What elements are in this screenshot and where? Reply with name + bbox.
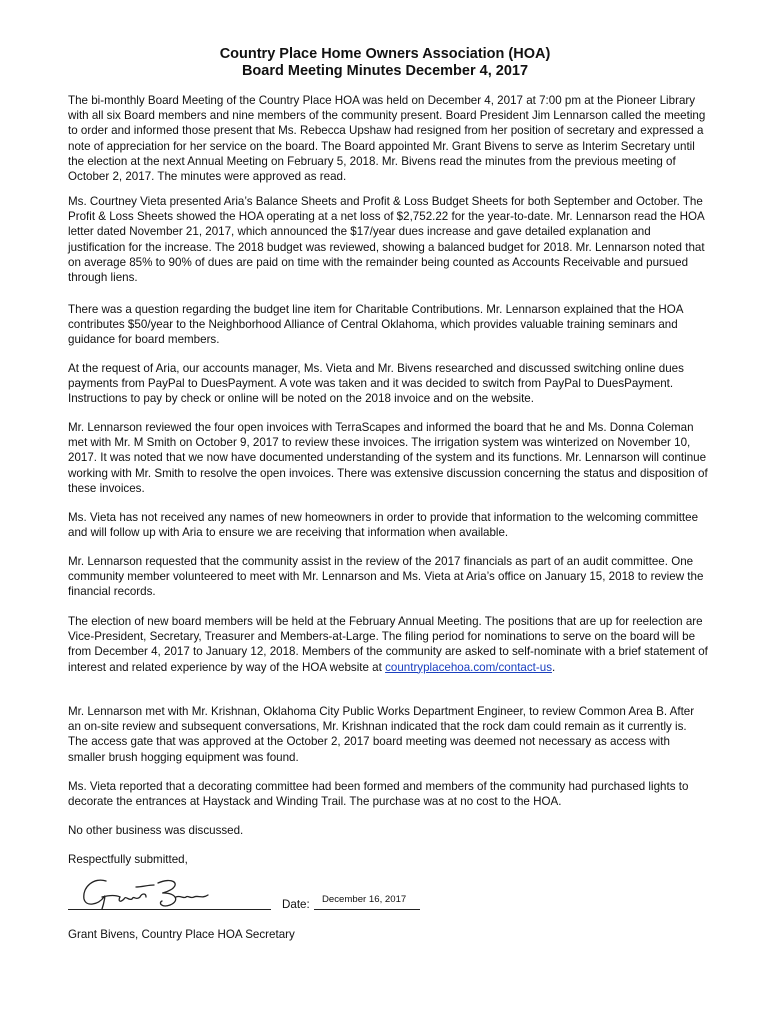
document-title: Country Place Home Owners Association (HOA): [219, 46, 551, 62]
document-subtitle: Board Meeting Minutes December 4, 2017: [241, 63, 529, 79]
election-text: The election of new board members will be held at the February Annual Meeting. The positions that are up for reelection are Vice-President, Secretary, Treasurer and Members-at-Large. The filing period for nominations to serve on the board will be from December 4, 2017 to January 12, 2018. Members of the community are asked to self-nominate with a brief statement of interest and related experience by way of the HOA website at: [68, 615, 708, 674]
signature-line: [68, 909, 271, 910]
election-end: .: [552, 660, 556, 674]
date-line: [314, 909, 420, 910]
contact-link[interactable]: countryplacehoa.com/contact-us: [385, 660, 552, 674]
signature-block: [68, 873, 708, 913]
date-value: December 16, 2017: [322, 894, 407, 905]
paragraph-audit: Mr. Lennarson requested that the community assist in the review of the 2017 financials as part of an audit committee. One community member volunteered to meet with Mr. Lennarson and Ms. Vieta at Aria’s office on January 15, 2018 to review the financial records.: [68, 555, 704, 599]
paragraph-election: [68, 614, 708, 675]
paragraph-invoices: Mr. Lennarson reviewed the four open invoices with TerraScapes and informed the board that he and Ms. Donna Coleman met with Mr. M Smith on October 9, 2017 to review these invoices. The irrigation system was winterized on November 10, 2017. It was noted that we now have documented understanding of the system and its functions. Mr. Lennarson will continue working with Mr. Smith to resolve the open invoices. There was extensive discussion concerning the status and disposition of these invoices.: [68, 421, 708, 495]
handwritten-signature: [76, 873, 236, 913]
signer-name: Grant Bivens, Country Place HOA Secretary: [68, 928, 295, 941]
paragraph-charitable: There was a question regarding the budget line item for Charitable Contributions. Mr. Lennarson explained that the HOA contributes $50/year to the Neighborhood Alliance of Central Oklahoma, which provides valuable training seminars and guidance for board members.: [68, 303, 683, 347]
paragraph-decorating: Ms. Vieta reported that a decorating committee had been formed and members of the community had purchased lights to decorate the entrances at Haystack and Winding Trail. The purchase was at no cost to the HOA.: [68, 780, 689, 809]
date-label: Date:: [282, 898, 310, 911]
paragraph-financials: Ms. Courtney Vieta presented Aria’s Balance Sheets and Profit & Loss Budget Sheets for both September and October. The Profit & Loss Sheets showed the HOA operating at a net loss of $2,752.22 for the year-to-date. Mr. Lennarson read the HOA letter dated November 21, 2017, which announced the $17/year dues increase and gave detailed explanation and justification for the increase. The 2018 budget was reviewed, showing a balanced budget for 2018. Mr. Lennarson noted that on average 85% to 90% of dues are paid on time with the remainder being counted as Accounts Receivable and pursued through liens.: [68, 195, 705, 285]
paragraph-opening: The bi-monthly Board Meeting of the Country Place HOA was held on December 4, 2017 at 7:00 pm at the Pioneer Library with all six Board members and nine members of the community present. Board President Jim Lennarson called the meeting to order and informed those present that Ms. Rebecca Upshaw had resigned from her position of secretary and expressed a note of appreciation for her service on the board. The Board appointed Mr. Grant Bivens to serve as Interim Secretary until the election at the next Annual Meeting on February 5, 2018. Mr. Bivens read the minutes from the previous meeting of October 2, 2017. The minutes were approved as read.: [68, 94, 706, 184]
paragraph-new-homeowners: Ms. Vieta has not received any names of new homeowners in order to provide that information to the welcoming committee and will follow up with Aria to ensure we are receiving that information when available.: [68, 511, 699, 540]
paragraph-dues-payment: At the request of Aria, our accounts manager, Ms. Vieta and Mr. Bivens researched and discussed switching online dues payments from PayPal to DuesPayment. A vote was taken and it was decided to switch from PayPal to DuesPayment. Instructions to pay by check or online will be noted on the 2018 invoice and on the website.: [68, 362, 684, 406]
paragraph-no-business: No other business was discussed.: [68, 824, 244, 837]
paragraph-common-area: Mr. Lennarson met with Mr. Krishnan, Oklahoma City Public Works Department Engineer, to review Common Area B. After an on-site review and subsequent conversations, Mr. Krishnan indicated that the rock dam could remain as it currently is. The access gate that was approved at the October 2, 2017 board meeting was deemed not necessary as access with smaller brush hogging equipment was found.: [68, 705, 695, 764]
paragraph-closing: Respectfully submitted,: [68, 853, 188, 866]
